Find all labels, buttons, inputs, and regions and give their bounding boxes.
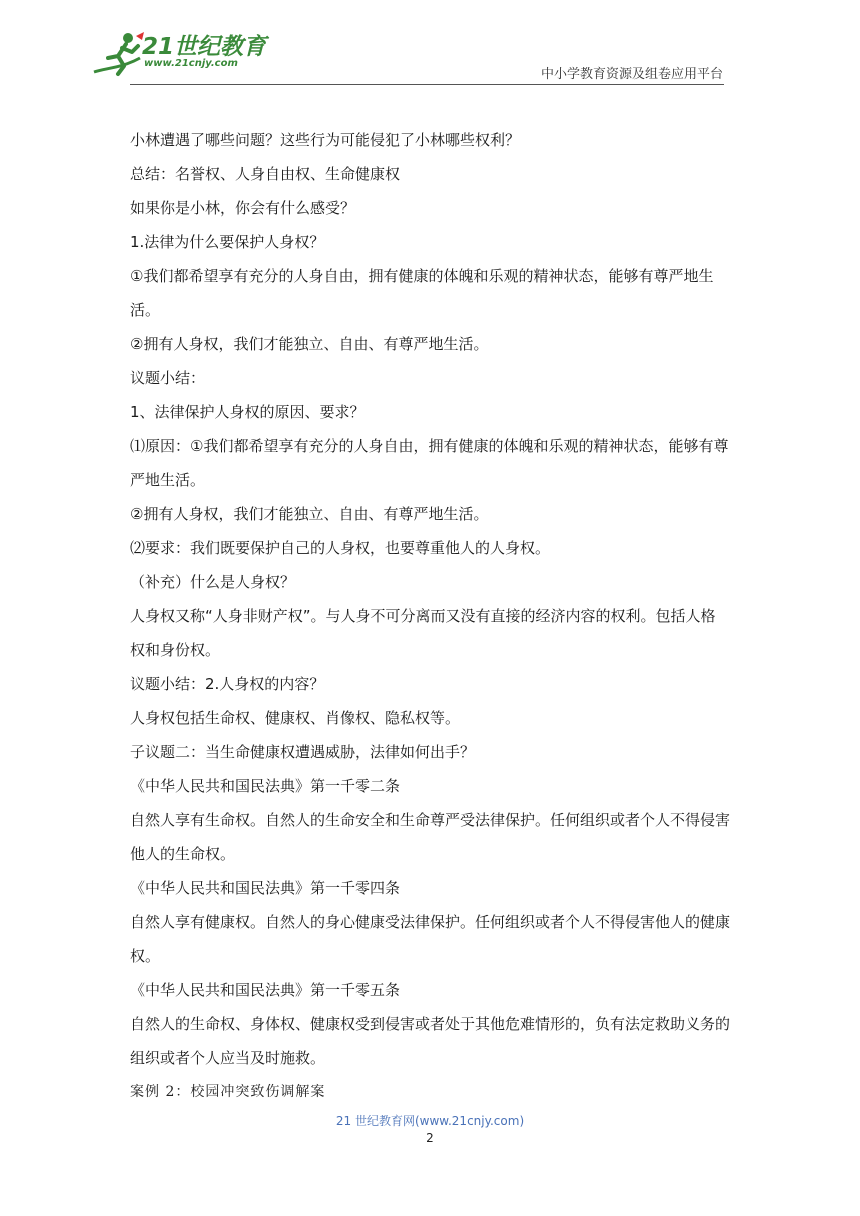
page-header [0,0,860,90]
footer-link[interactable]: 21 世纪教育网(www.21cnjy.com) [335,1114,525,1128]
paragraph: 1.法律为什么要保护人身权？ [130,233,325,251]
case-title: 案例 2：校园冲突致伤调解案 [130,1084,326,1100]
paragraph: 子议题二：当生命健康权遭遇威胁，法律如何出手？ [130,743,476,761]
document-body [130,123,730,1109]
paragraph: ②拥有人身权，我们才能独立、自由、有尊严地生活。 [130,505,489,523]
paragraph: 自然人享有健康权。自然人的身心健康受法律保护。任何组织或者个人不得侵害他人的健康权。 [130,913,731,965]
paragraph: 自然人享有生命权。自然人的生命安全和生命尊严受法律保护。任何组织或者个人不得侵害他人的生命权。 [130,811,731,863]
paragraph: （补充）什么是人身权？ [130,573,296,591]
law-citation: 《中华人民共和国民法典》第一千零二条 [130,777,401,795]
paragraph: 人身权又称“人身非财产权”。与人身不可分离而又没有直接的经济内容的权利。包括人格权和身份权。 [130,607,716,659]
paragraph: 议题小结： [130,369,206,387]
paragraph: ①我们都希望享有充分的人身自由，拥有健康的体魄和乐观的精神状态，能够有尊严地生活。 [130,267,714,319]
law-citation: 《中华人民共和国民法典》第一千零五条 [130,981,401,999]
paragraph: ⑴原因：①我们都希望享有充分的人身自由，拥有健康的体魄和乐观的精神状态，能够有尊严地生活。 [130,437,729,489]
page-number: 2 [426,1131,434,1145]
site-logo [92,28,267,80]
paragraph: ②拥有人身权，我们才能独立、自由、有尊严地生活。 [130,335,489,353]
header-divider [130,84,724,85]
platform-label: 中小学教育资源及组卷应用平台 [540,67,723,82]
paragraph: 小林遭遇了哪些问题？这些行为可能侵犯了小林哪些权利？ [130,131,521,149]
logo-url: www.21cnjy.com [144,58,238,69]
paragraph: 人身权包括生命权、健康权、肖像权、隐私权等。 [130,709,461,727]
law-citation: 《中华人民共和国民法典》第一千零四条 [130,879,401,897]
paragraph: 总结：名誉权、人身自由权、生命健康权 [130,165,401,183]
paragraph: 如果你是小林，你会有什么感受？ [130,199,356,217]
paragraph: 议题小结：2.人身权的内容？ [130,675,325,693]
paragraph: 自然人的生命权、身体权、健康权受到侵害或者处于其他危难情形的，负有法定救助义务的组织或者个人应当及时施救。 [130,1015,731,1067]
paragraph: 1、法律保护人身权的原因、要求？ [130,403,365,421]
paragraph: ⑵要求：我们既要保护自己的人身权，也要尊重他人的人身权。 [130,539,551,557]
runner-logo-icon [92,28,148,80]
logo-title: 21世纪教育 [142,34,267,60]
